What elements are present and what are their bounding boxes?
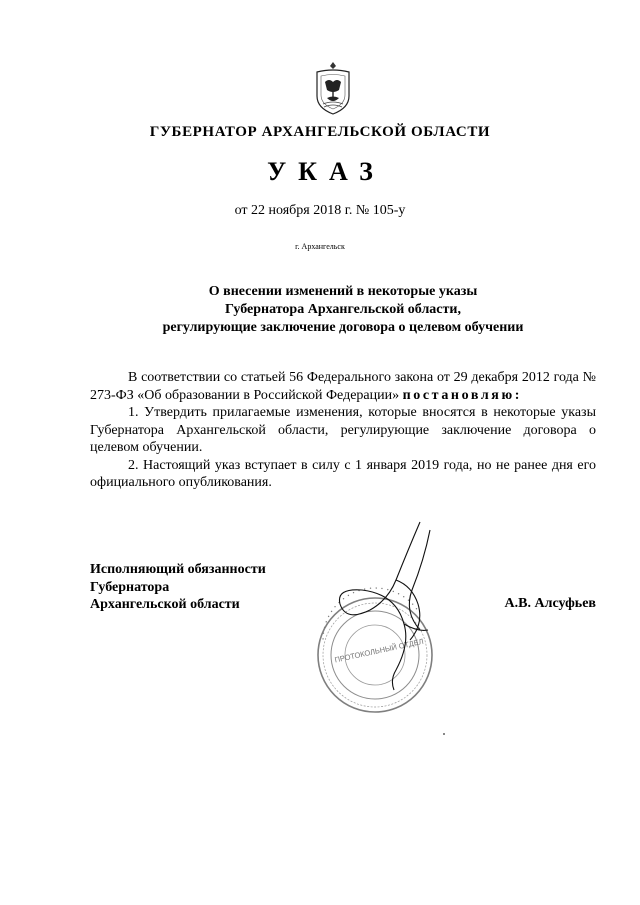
document-type: УКАЗ	[267, 157, 385, 186]
decree-title-line: О внесении изменений в некоторые указы	[208, 284, 478, 299]
decree-word: постановляю:	[402, 387, 523, 403]
item-paragraph-1: 1. Утвердить прилагаемые изменения, которые вносятся в некоторые указы Губернатора Архангельской области, регулирующие заключение договора о целевом обучении.	[90, 405, 596, 455]
issue-place: г. Архангельск	[295, 242, 345, 251]
decree-title-line: Губернатора Архангельской области,	[225, 302, 461, 317]
intro-text: В соответствии со статьей 56 Федерального закона от 29 декабря 2012 года № 273-ФЗ «Об образовании в Российской Федерации»	[90, 370, 596, 403]
decree-body	[90, 369, 596, 492]
authority-title: ГУБЕРНАТОР АРХАНГЕЛЬСКОЙ ОБЛАСТИ	[149, 124, 491, 140]
decree-title-line: регулирующие заключение договора о целевом обучении	[162, 320, 524, 335]
scan-mark	[443, 733, 445, 735]
signatory-name: А.В. Алсуфьев	[504, 596, 596, 611]
stamp-text-line: ПРОТОКОЛЬНЫЙ ОТДЕЛ	[333, 636, 425, 665]
signatory-position-line: Архангельской области	[90, 597, 240, 612]
signatory-position-line: Губернатора	[90, 579, 170, 595]
official-seal-icon	[300, 520, 450, 740]
coat-of-arms-icon	[313, 60, 353, 116]
signatory-position-line: Исполняющий обязанности	[90, 562, 266, 577]
svg-text:• • • • • • • • • • • • • • •: • • • • • • • • • • • • • • • • • • • • • • •	[320, 585, 420, 641]
decree-title	[90, 283, 596, 337]
intro-paragraph	[90, 369, 596, 404]
item-paragraph-2: 2. Настоящий указ вступает в силу с 1 января 2019 года, но не ранее дня его официального опубликования.	[90, 457, 596, 490]
date-and-number: от 22 ноября 2018 г. № 105-у	[234, 203, 406, 218]
